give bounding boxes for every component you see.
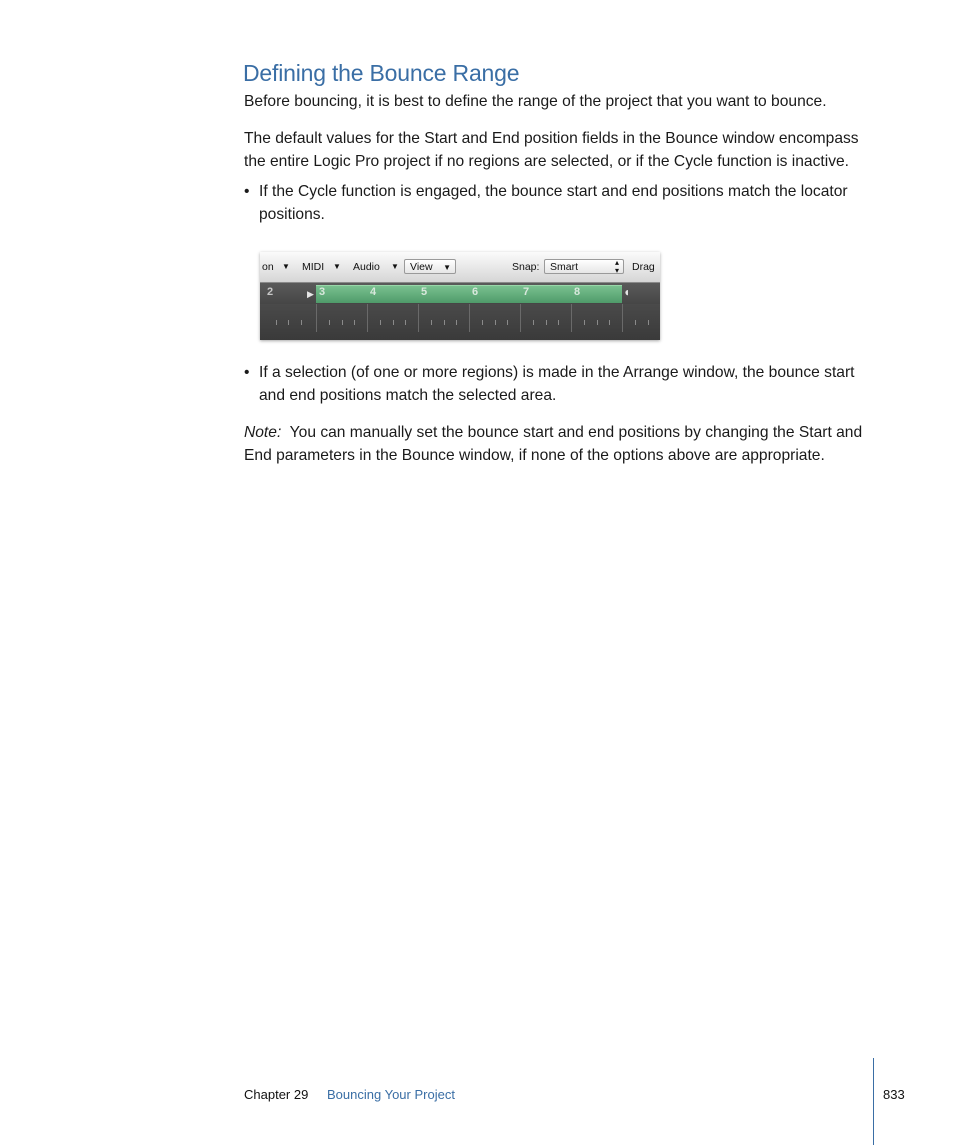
footer-chapter-title: Bouncing Your Project [327,1087,455,1102]
bullet-text: If a selection (of one or more regions) is made in the Arrange window, the bounce start and end positions match the selected area. [259,364,855,404]
beat-tick [405,320,406,325]
bar-number: 4 [370,286,377,298]
section-heading: Defining the Bounce Range [243,60,520,86]
menu-audio: Audio [353,261,380,273]
bar-line [571,304,572,332]
footer-chapter: Chapter 29 [244,1087,309,1102]
beat-tick [635,320,636,325]
snap-select [544,259,624,274]
bullet-marker: • [244,183,250,200]
snap-label: Snap: [512,261,540,273]
bar-line [469,304,470,332]
stepper-icon: ▴ ▾ [614,258,619,275]
beat-tick [380,320,381,325]
beat-tick [342,320,343,325]
bar-line [316,304,317,332]
beat-tick [482,320,483,325]
beat-tick [276,320,277,325]
beat-tick [329,320,330,325]
bar-number: 3 [319,286,326,298]
note-text: You can manually set the bounce start and end positions by changing the Start and End parameters in the Bounce window, if none of the options above are appropriate. [244,424,863,464]
beat-tick [584,320,585,325]
note-paragraph [244,421,874,467]
track-lane [260,304,660,340]
intro-paragraph: Before bouncing, it is best to define the range of the project that you want to bounce. [244,93,827,110]
bar-number: 8 [574,286,581,298]
beat-tick [354,320,355,325]
menu-cut-label: on [262,261,274,273]
footer-divider [873,1058,874,1145]
view-arrow-icon: ▼ [443,263,451,272]
menu-view [404,259,456,274]
beat-tick [444,320,445,325]
beat-tick [507,320,508,325]
beat-tick [431,320,432,325]
beat-tick [609,320,610,325]
bar-number: 7 [523,286,530,298]
bullet-item-cycle [244,180,874,226]
bullet-marker: • [244,364,250,381]
bar-line [367,304,368,332]
drag-label: Drag [632,261,655,273]
snap-value: Smart [550,261,579,273]
beat-tick [301,320,302,325]
beat-tick [288,320,289,325]
bar-number: 5 [421,286,428,298]
page-number: 833 [883,1087,905,1102]
right-locator-icon: ◖ [623,285,631,299]
beat-tick [393,320,394,325]
bullet-item-selection [244,361,874,407]
bar-line [520,304,521,332]
beat-tick [533,320,534,325]
beat-tick [597,320,598,325]
note-label: Note: [244,424,282,441]
beat-tick [546,320,547,325]
midi-arrow-icon: ▼ [333,262,341,271]
arrange-toolbar [260,252,660,283]
beat-tick [648,320,649,325]
defaults-paragraph: The default values for the Start and End position fields in the Bounce window encompass the entire Logic Pro project if no regions are selected, or if the Cycle function is inactive. [244,130,859,170]
bullet-text: If the Cycle function is engaged, the bounce start and end positions match the locator positions. [259,183,848,223]
menu-arrow-icon: ▼ [282,262,290,271]
audio-arrow-icon: ▼ [391,262,399,271]
bar-number: 6 [472,286,479,298]
bar-line [418,304,419,332]
beat-tick [558,320,559,325]
beat-tick [456,320,457,325]
bar-number: 2 [267,286,274,298]
left-locator-icon: ▶ [307,289,314,299]
bar-line [622,304,623,332]
beat-tick [495,320,496,325]
arrange-window-screenshot [260,252,660,340]
menu-midi: MIDI [302,261,325,273]
menu-view-label: View [410,261,433,273]
